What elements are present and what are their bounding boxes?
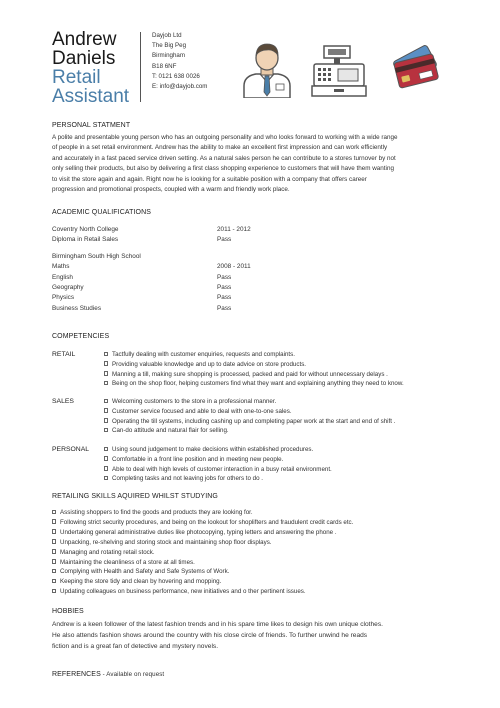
references-text: - Available on request bbox=[100, 671, 165, 678]
table-row: Diploma in Retail Sales Pass bbox=[52, 236, 232, 244]
competency-label-personal: PERSONAL bbox=[52, 446, 90, 453]
table-row: Maths 2008 - 2011 bbox=[52, 263, 251, 271]
list-item: Complying with Health and Safety and Safe Systems of Work. bbox=[52, 567, 353, 577]
checkbox-bullet-icon bbox=[104, 381, 108, 386]
competency-list-retail bbox=[104, 350, 404, 389]
checkbox-bullet-icon bbox=[52, 589, 56, 594]
list-item: Undertaking general administrative duties like photocopying, typing letters and answering the phone . bbox=[52, 528, 353, 538]
checkbox-bullet-icon bbox=[104, 408, 108, 413]
table-row: Physics Pass bbox=[52, 294, 232, 302]
personal-statement-text: A polite and presentable young person who has an outgoing personality and who looks forward to working with a wide range of people in a set retail environment. Andrew has the ability to make an excellent first impression and can work efficiently and accurately in a fast paced service driven setting. As a natural sales person he can contribute to a stores turnover by not only selling their products, but also by delivering a first class shopping experience to customers that will have them wanting to visit the store again and again. Right now he is looking for a suitable position with a company that offers career progression and promotional prospects, coupled with a warm and friendly work place. bbox=[52, 134, 398, 194]
contact-line: E: info@dayjob.com bbox=[152, 83, 208, 91]
first-name: Andrew bbox=[52, 29, 117, 50]
list-item: Able to deal with high levels of customer interaction in a busy retail environment. bbox=[104, 465, 332, 475]
checkbox-bullet-icon bbox=[104, 371, 108, 376]
list-item: Keeping the store tidy and clean by hovering and mopping. bbox=[52, 577, 353, 587]
references-line bbox=[52, 671, 164, 678]
checkbox-bullet-icon bbox=[104, 447, 108, 452]
qualifications-table bbox=[52, 225, 352, 314]
contact-line: Dayjob Ltd bbox=[152, 32, 182, 39]
checkbox-bullet-icon bbox=[104, 418, 108, 423]
list-item: Maintaining the cleanliness of a store at all times. bbox=[52, 558, 353, 568]
references-heading: REFERENCES bbox=[52, 671, 101, 678]
checkbox-bullet-icon bbox=[52, 519, 56, 524]
table-row: Business Studies Pass bbox=[52, 304, 232, 312]
checkbox-bullet-icon bbox=[104, 428, 108, 433]
checkbox-bullet-icon bbox=[104, 399, 108, 404]
checkbox-bullet-icon bbox=[52, 579, 56, 584]
list-item: Completing tasks and not leaving jobs for others to do . bbox=[104, 474, 332, 484]
last-name: Daniels bbox=[52, 48, 116, 69]
list-item: Manning a till, making sure shopping is processed, packed and paid for without unnecessary delays . bbox=[104, 370, 404, 380]
contact-line: B18 6NF bbox=[152, 62, 177, 70]
personal-statement-heading: PERSONAL STATMENT bbox=[52, 122, 131, 129]
skills-heading: RETAILING SKILLS AQUIRED WHILST STUDYING bbox=[52, 493, 218, 500]
list-item: Tactfully dealing with customer enquiries, requests and complaints. bbox=[104, 350, 404, 360]
list-item: Using sound judgement to make decisions within established procedures. bbox=[104, 445, 332, 455]
checkbox-bullet-icon bbox=[104, 456, 108, 461]
checkbox-bullet-icon bbox=[52, 539, 56, 544]
table-row: Geography Pass bbox=[52, 284, 232, 292]
person-tie-icon bbox=[240, 40, 294, 98]
role-title-line2: Assistant bbox=[52, 86, 130, 107]
contact-line: Birmingham bbox=[152, 52, 186, 60]
list-item: Managing and rotating retail stock. bbox=[52, 548, 353, 558]
table-row: Birmingham South High School bbox=[52, 252, 141, 260]
list-item: Operating the till systems, including cashing up and completing paper work at the start and end of shift . bbox=[104, 417, 395, 427]
checkbox-bullet-icon bbox=[52, 569, 56, 574]
contact-line: T: 0121 638 0026 bbox=[152, 72, 200, 80]
list-item: Being on the shop floor, helping customers find what they want and explaining anything they need to know. bbox=[104, 379, 404, 389]
competency-list-personal bbox=[104, 445, 332, 484]
table-row: Coventry North College 2011 - 2012 bbox=[52, 226, 251, 233]
list-item: Comfortable in a front line position and in meeting new people. bbox=[104, 455, 332, 465]
resume-header bbox=[52, 30, 472, 105]
list-item: Can-do attitude and natural flair for selling. bbox=[104, 426, 395, 436]
contact-line: The Big Peg bbox=[152, 42, 187, 50]
candidate-name-block bbox=[52, 30, 129, 106]
checkbox-bullet-icon bbox=[52, 529, 56, 534]
checkbox-bullet-icon bbox=[52, 510, 56, 515]
checkbox-bullet-icon bbox=[104, 476, 108, 481]
competency-list-sales bbox=[104, 397, 395, 436]
competencies-heading: COMPETENCIES bbox=[52, 333, 110, 340]
list-item: Customer service focused and able to deal with one-to-one sales. bbox=[104, 407, 395, 417]
list-item: Welcoming customers to the store in a professional manner. bbox=[104, 397, 395, 407]
credit-cards-icon bbox=[388, 40, 444, 96]
list-item: Unpacking, re-shelving and storing stock and maintaining shop floor displays. bbox=[52, 538, 353, 548]
skills-list bbox=[52, 508, 353, 597]
checkbox-bullet-icon bbox=[104, 466, 108, 471]
list-item: Following strict security procedures, and being on the lookout for shoplifters and fraudulent credit cards etc. bbox=[52, 518, 353, 528]
competency-label-sales: SALES bbox=[52, 398, 74, 405]
hobbies-text: Andrew is a keen follower of the latest fashion trends and in his spare time likes to design his own unique clothes. He also attends fashion shows around the country with his close circle of friends. To further unwind he reads fiction and is a great fan of detective and mystery novels. bbox=[52, 621, 383, 650]
checkbox-bullet-icon bbox=[52, 549, 56, 554]
checkbox-bullet-icon bbox=[104, 361, 108, 366]
list-item: Assisting shoppers to find the goods and products they are looking for. bbox=[52, 508, 353, 518]
header-divider bbox=[140, 32, 141, 102]
contact-details bbox=[152, 31, 207, 92]
list-item: Updating colleagues on business performance, new initiatives and o ther pertinent issues. bbox=[52, 587, 353, 597]
cash-register-icon bbox=[310, 44, 368, 98]
competency-label-retail: RETAIL bbox=[52, 351, 76, 358]
checkbox-bullet-icon bbox=[52, 559, 56, 564]
academic-heading: ACADEMIC QUALIFICATIONS bbox=[52, 209, 152, 216]
checkbox-bullet-icon bbox=[104, 352, 108, 357]
list-item: Providing valuable knowledge and up to date advice on store products. bbox=[104, 360, 404, 370]
hobbies-heading: HOBBIES bbox=[52, 608, 84, 615]
table-row: English Pass bbox=[52, 273, 232, 281]
role-title-line1: Retail bbox=[52, 67, 101, 88]
